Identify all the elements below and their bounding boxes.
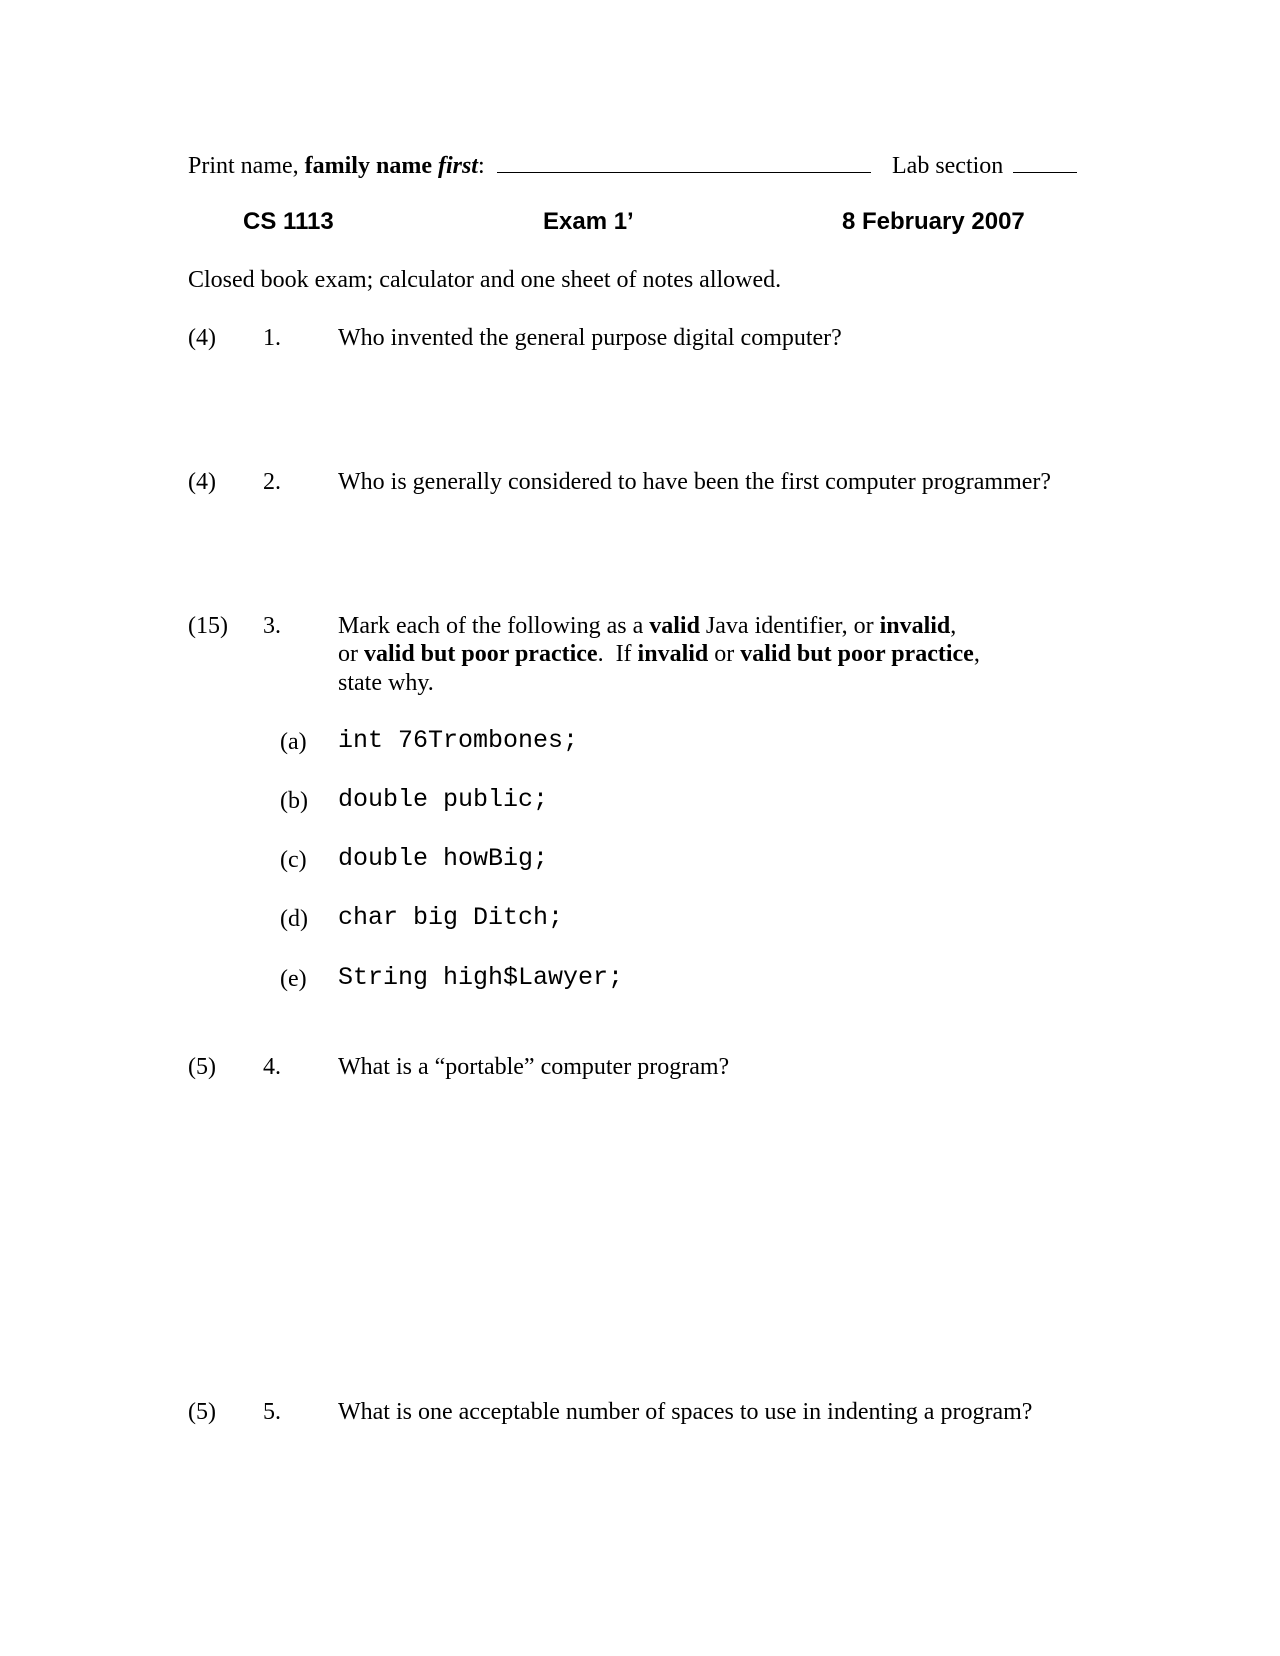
keyword-valid: valid bbox=[649, 613, 700, 639]
name-blank[interactable] bbox=[497, 152, 871, 173]
part-label: (d) bbox=[280, 906, 308, 932]
exam-date: 8 February 2007 bbox=[842, 208, 1025, 235]
text-segment: or bbox=[338, 641, 364, 667]
question-text: Who is generally considered to have been the first computer programmer? bbox=[338, 469, 1052, 495]
question-text-line-3: state why. bbox=[338, 670, 434, 696]
question-text-line-1 bbox=[338, 612, 956, 640]
text-segment: Java identifier, or bbox=[699, 613, 880, 639]
colon: : bbox=[477, 153, 485, 179]
question-number: 1. bbox=[263, 325, 281, 351]
lab-section-label: Lab section bbox=[892, 153, 1004, 179]
question-points: (5) bbox=[188, 1054, 216, 1080]
part-code: String high$Lawyer; bbox=[338, 963, 624, 992]
part-code: int 76Trombones; bbox=[338, 726, 579, 755]
question-points: (4) bbox=[188, 325, 216, 351]
keyword-invalid: invalid bbox=[637, 641, 709, 667]
text-segment: Mark each of the following as a bbox=[338, 613, 650, 639]
question-text: What is a “portable” computer program? bbox=[338, 1054, 730, 1080]
part-code: double howBig; bbox=[338, 844, 549, 873]
question-points: (15) bbox=[188, 613, 228, 639]
course-title: CS 1113 bbox=[243, 208, 334, 235]
instructions: Closed book exam; calculator and one sheet of notes allowed. bbox=[188, 267, 782, 293]
lab-section-blank[interactable] bbox=[1013, 152, 1077, 173]
question-text: Who invented the general purpose digital computer? bbox=[338, 325, 842, 351]
keyword-valid-poor: valid but poor practice bbox=[740, 641, 974, 667]
question-number: 4. bbox=[263, 1054, 281, 1080]
part-label: (c) bbox=[280, 847, 307, 873]
text-segment: , bbox=[973, 641, 980, 667]
part-label: (a) bbox=[280, 729, 307, 755]
question-text: What is one acceptable number of spaces to use in indenting a program? bbox=[338, 1399, 1033, 1425]
family-name-label: family name bbox=[304, 153, 438, 179]
keyword-invalid: invalid bbox=[879, 613, 951, 639]
exam-title: Exam 1’ bbox=[543, 208, 634, 235]
lab-section-line bbox=[892, 152, 1077, 180]
name-line bbox=[188, 152, 871, 180]
part-code: char big Ditch; bbox=[338, 903, 564, 932]
question-points: (5) bbox=[188, 1399, 216, 1425]
question-text-line-2 bbox=[338, 640, 980, 668]
part-label: (e) bbox=[280, 966, 307, 992]
question-points: (4) bbox=[188, 469, 216, 495]
part-label: (b) bbox=[280, 788, 308, 814]
text-segment: . If bbox=[597, 641, 638, 667]
question-number: 3. bbox=[263, 613, 281, 639]
question-number: 2. bbox=[263, 469, 281, 495]
text-segment: , bbox=[950, 613, 957, 639]
text-segment: or bbox=[708, 641, 741, 667]
part-code: double public; bbox=[338, 785, 549, 814]
question-number: 5. bbox=[263, 1399, 281, 1425]
keyword-valid-poor: valid but poor practice bbox=[364, 641, 598, 667]
print-name-label: Print name, bbox=[188, 153, 305, 179]
first-label: first bbox=[437, 153, 478, 179]
